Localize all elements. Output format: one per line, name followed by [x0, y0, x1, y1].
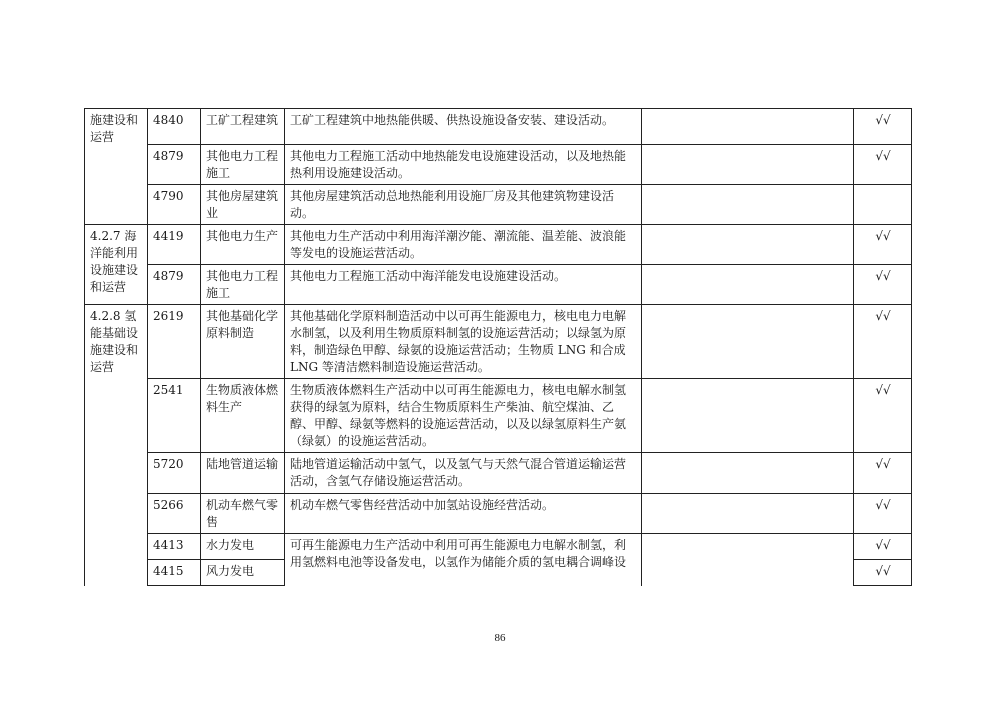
table-row — [85, 534, 912, 560]
table-row — [85, 494, 912, 534]
industry-cell: 其他电力工程施工 — [201, 265, 285, 305]
industry-cell: 陆地管道运输 — [201, 453, 285, 494]
table-row — [85, 265, 912, 305]
page-number: 86 — [494, 632, 506, 644]
blank-cell — [642, 145, 854, 185]
description-cell: 其他电力生产活动中利用海洋潮汐能、潮流能、温差能、波浪能等发电的设施运营活动。 — [285, 225, 642, 265]
description-cell: 生物质液体燃料生产活动中以可再生能源电力，核电电解水制氢获得的绿氢为原料，结合生物质原料生产柴油、航空煤油、乙醇、甲醇、绿氨等燃料的设施运营活动，以及以绿氢原料生产氨（绿氨）的设施运营活动。 — [285, 379, 642, 453]
code-cell: 4790 — [148, 185, 201, 225]
category-cell: 施建设和运营 — [85, 109, 148, 225]
code-cell: 4879 — [148, 145, 201, 185]
code-cell: 4419 — [148, 225, 201, 265]
blank-cell — [642, 534, 854, 586]
code-cell: 2541 — [148, 379, 201, 453]
industry-cell: 其他基础化学原料制造 — [201, 305, 285, 379]
blank-cell — [642, 453, 854, 494]
blank-cell — [642, 379, 854, 453]
industry-cell: 工矿工程建筑 — [201, 109, 285, 145]
description-cell: 工矿工程建筑中地热能供暖、供热设施设备安装、建设活动。 — [285, 109, 642, 145]
industry-cell: 风力发电 — [201, 560, 285, 586]
industry-cell: 其他电力工程施工 — [201, 145, 285, 185]
industry-classification-table — [84, 108, 912, 586]
code-cell: 4879 — [148, 265, 201, 305]
check-mark-cell: √√ — [854, 305, 912, 379]
code-cell: 4840 — [148, 109, 201, 145]
description-cell: 陆地管道运输活动中氢气，以及氢气与天然气混合管道运输运营活动，含氢气存储设施运营活动。 — [285, 453, 642, 494]
table-row — [85, 185, 912, 225]
table-row — [85, 145, 912, 185]
code-cell: 4413 — [148, 534, 201, 560]
category-cell: 4.2.8 氢能基础设施建设和运营 — [85, 305, 148, 586]
description-cell: 可再生能源电力生产活动中利用可再生能源电力电解水制氢，利用氢燃料电池等设备发电，以氢作为储能介质的氢电耦合调峰设 — [285, 534, 642, 586]
description-cell: 其他基础化学原料制造活动中以可再生能源电力，核电电力电解水制氢，以及利用生物质原料制氢的设施运营活动；以绿氢为原料，制造绿色甲醇、绿氨的设施运营活动；生物质 LNG 和合成 LNG 等清洁燃料制造设施运营活动。 — [285, 305, 642, 379]
check-mark-cell: √√ — [854, 534, 912, 560]
description-cell: 机动车燃气零售经营活动中加氢站设施经营活动。 — [285, 494, 642, 534]
check-mark-cell — [854, 185, 912, 225]
check-mark-cell: √√ — [854, 225, 912, 265]
description-cell: 其他电力工程施工活动中地热能发电设施建设活动，以及地热能热利用设施建设活动。 — [285, 145, 642, 185]
blank-cell — [642, 265, 854, 305]
code-cell: 4415 — [148, 560, 201, 586]
description-cell: 其他房屋建筑活动总地热能利用设施厂房及其他建筑物建设活动。 — [285, 185, 642, 225]
industry-cell: 其他房屋建筑业 — [201, 185, 285, 225]
industry-cell: 水力发电 — [201, 534, 285, 560]
description-cell: 其他电力工程施工活动中海洋能发电设施建设活动。 — [285, 265, 642, 305]
check-mark-cell: √√ — [854, 560, 912, 586]
table-row — [85, 225, 912, 265]
check-mark-cell: √√ — [854, 494, 912, 534]
check-mark-cell: √√ — [854, 145, 912, 185]
code-cell: 2619 — [148, 305, 201, 379]
check-mark-cell: √√ — [854, 109, 912, 145]
category-cell: 4.2.7 海洋能利用设施建设和运营 — [85, 225, 148, 305]
code-cell: 5720 — [148, 453, 201, 494]
check-mark-cell: √√ — [854, 453, 912, 494]
industry-cell: 机动车燃气零售 — [201, 494, 285, 534]
industry-cell: 生物质液体燃料生产 — [201, 379, 285, 453]
table-row — [85, 453, 912, 494]
blank-cell — [642, 494, 854, 534]
table-row — [85, 109, 912, 145]
table-row — [85, 379, 912, 453]
blank-cell — [642, 109, 854, 145]
blank-cell — [642, 225, 854, 265]
code-cell: 5266 — [148, 494, 201, 534]
blank-cell — [642, 305, 854, 379]
table-row — [85, 305, 912, 379]
check-mark-cell: √√ — [854, 265, 912, 305]
industry-cell: 其他电力生产 — [201, 225, 285, 265]
check-mark-cell: √√ — [854, 379, 912, 453]
blank-cell — [642, 185, 854, 225]
